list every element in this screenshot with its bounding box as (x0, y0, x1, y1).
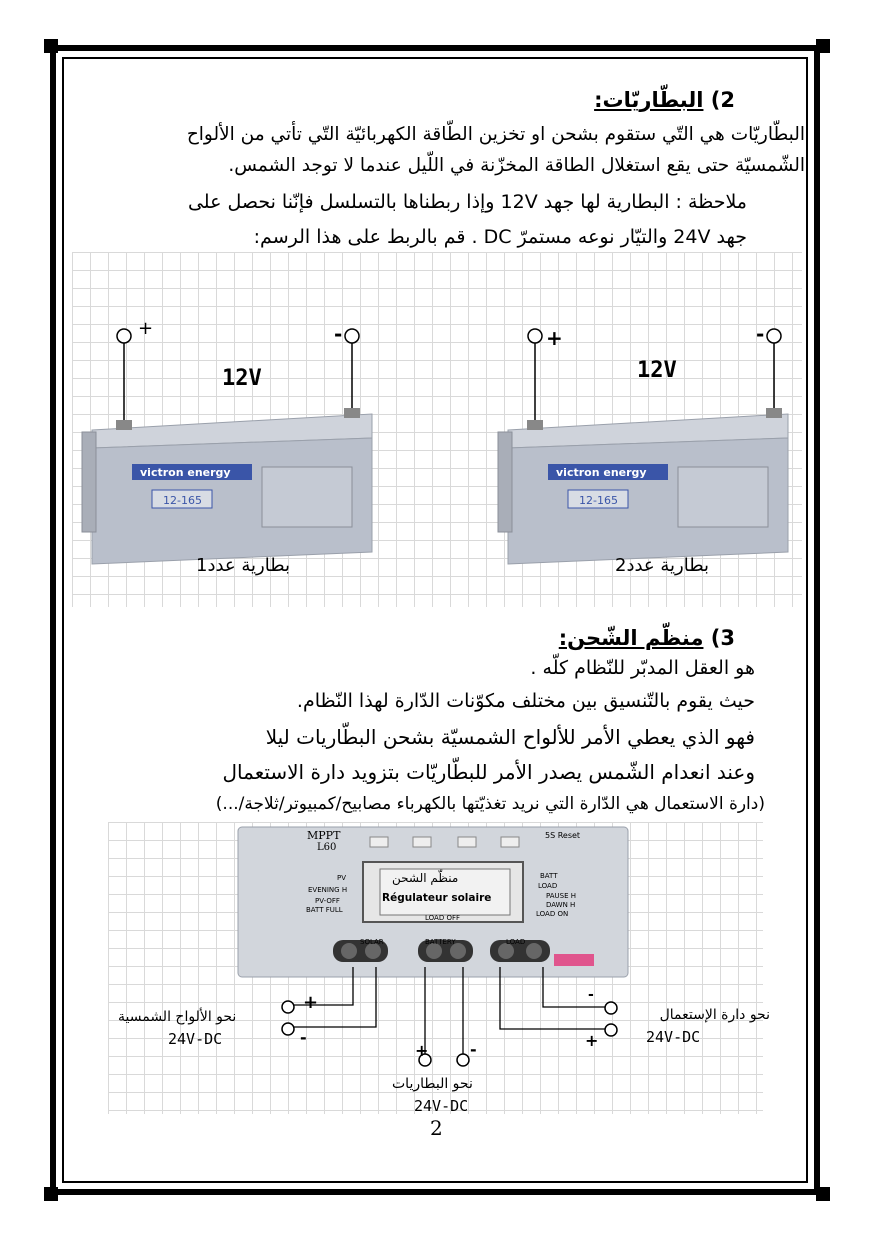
section2-note1: ملاحظة : البطارية لها جهد 12V وإذا ربطناها بالتسلسل فإنّنا نحصل على (187, 191, 747, 213)
solar-label: نحو الألواح الشمسية (118, 1009, 237, 1025)
battery2-brand: victron energy (556, 466, 647, 479)
frame-corner (816, 1187, 830, 1201)
battery2-minus-sign: - (756, 322, 765, 346)
battery-voltage: 24V-DC (414, 1097, 469, 1115)
frame-corner (816, 39, 830, 53)
controller-load-off: LOAD OFF (425, 914, 461, 922)
charge-controller-diagram (108, 822, 763, 1114)
frame-corner (44, 1187, 58, 1201)
controller-model-sub: L60 (317, 842, 337, 853)
controller-led-batt: BATT (540, 872, 558, 880)
solar-minus-terminal[interactable] (282, 1023, 294, 1035)
controller-terminal-solar: SOLAR (360, 938, 384, 946)
battery-label: نحو البطاريات (392, 1076, 473, 1092)
solar-voltage: 24V-DC (168, 1030, 223, 1048)
battery1-minus-sign: - (334, 322, 343, 346)
solar-plus-sign: + (303, 992, 319, 1013)
battery1-voltage: 12V (222, 366, 262, 391)
controller-screen-fr: Régulateur solaire (382, 892, 492, 904)
controller-led-pause: PAUSE H (546, 892, 577, 900)
load-plus-sign: + (585, 1031, 599, 1050)
section3-line5: (دارة الاستعمال هي الدّارة التي نريد تغذيّتها بالكهرباء مصابيح/كمبيوتر/ثلاجة/...) (215, 794, 765, 814)
battery2-plus-sign: + (546, 326, 563, 350)
controller-led-pvoff: PV-OFF (315, 897, 340, 905)
solar-minus-sign: - (300, 1028, 307, 1047)
battery1-plus-sign: + (138, 318, 154, 339)
battery2-plus-terminal[interactable] (528, 329, 542, 343)
load-minus-terminal[interactable] (605, 1002, 617, 1014)
controller-reset-label: 5S Reset (545, 831, 581, 840)
solar-plus-terminal[interactable] (282, 1001, 294, 1013)
section3-number: 3) (710, 626, 735, 650)
battery1-minus-terminal[interactable] (345, 329, 359, 343)
controller-screen-ar: منظّم الشحن (392, 871, 459, 885)
controller-led-battfull: BATT FULL (306, 906, 343, 914)
controller-led-load: LOAD (538, 882, 558, 890)
battery-minus-terminal[interactable] (457, 1054, 469, 1066)
section2-note2: جهد 24V والتيّار نوعه مستمرّ DC . قم بالربط على هذا الرسم: (253, 226, 747, 248)
controller-terminal-battery: BATTERY (425, 938, 456, 946)
controller-led-pv: PV (337, 874, 347, 882)
battery2-minus-terminal[interactable] (767, 329, 781, 343)
load-voltage: 24V-DC (646, 1028, 701, 1046)
load-label: نحو دارة الإستعمال (659, 1007, 770, 1023)
load-plus-terminal[interactable] (605, 1024, 617, 1036)
battery2-model: 12-165 (579, 494, 618, 507)
section3-title: منظّم الشّحن: (558, 626, 704, 650)
battery1-plus-terminal[interactable] (117, 329, 131, 343)
battery1-brand: victron energy (140, 466, 231, 479)
battery1-model: 12-165 (163, 494, 202, 507)
section2-line2: الشّمسيّة حتى يقع استغلال الطاقة المخزّنة في اللّيل عندما لا توجد الشمس. (228, 155, 805, 176)
page-number: 2 (430, 1116, 443, 1140)
battery1-caption: بطارية عدد1 (196, 555, 290, 576)
battery2-caption: بطارية عدد2 (615, 555, 709, 576)
battery-diagram (72, 252, 802, 607)
battery2-voltage: 12V (637, 358, 677, 383)
section3-line3: فهو الذي يعطي الأمر للألواح الشمسيّة بشحن البطّاريات ليلا (265, 725, 755, 749)
section2-title: البطّاريّات: (594, 88, 704, 112)
section3-line4: وعند انعدام الشّمس يصدر الأمر للبطّاريّات بتزويد دارة الاستعمال (222, 760, 755, 784)
battery-plus-sign: + (415, 1041, 429, 1060)
controller-led-dawn: DAWN H (546, 901, 576, 909)
battery2-image (498, 408, 788, 564)
section2-number: 2) (710, 88, 735, 112)
frame-corner (44, 39, 58, 53)
section3-heading (559, 628, 735, 649)
controller-led-loadon: LOAD ON (536, 910, 569, 918)
section2-heading (594, 90, 735, 111)
battery-minus-sign: - (470, 1040, 477, 1059)
controller-terminal-load: LOAD (506, 938, 526, 946)
controller-model: MPPT (307, 829, 341, 842)
load-minus-sign: - (588, 987, 594, 1003)
section3-line2: حيث يقوم بالتّنسيق بين مختلف مكوّنات الدّارة لهذا النّظام. (296, 690, 755, 712)
controller-led-evening: EVENING H (308, 886, 348, 894)
section3-line1: هو العقل المدبّر للنّظام كلّه . (530, 657, 755, 679)
battery1-image (82, 408, 372, 564)
section2-line1: البطّاريّات هي التّي ستقوم بشحن او تخزين الطّاقة الكهربائيّة التّي تأتي من الألواح (186, 124, 805, 145)
